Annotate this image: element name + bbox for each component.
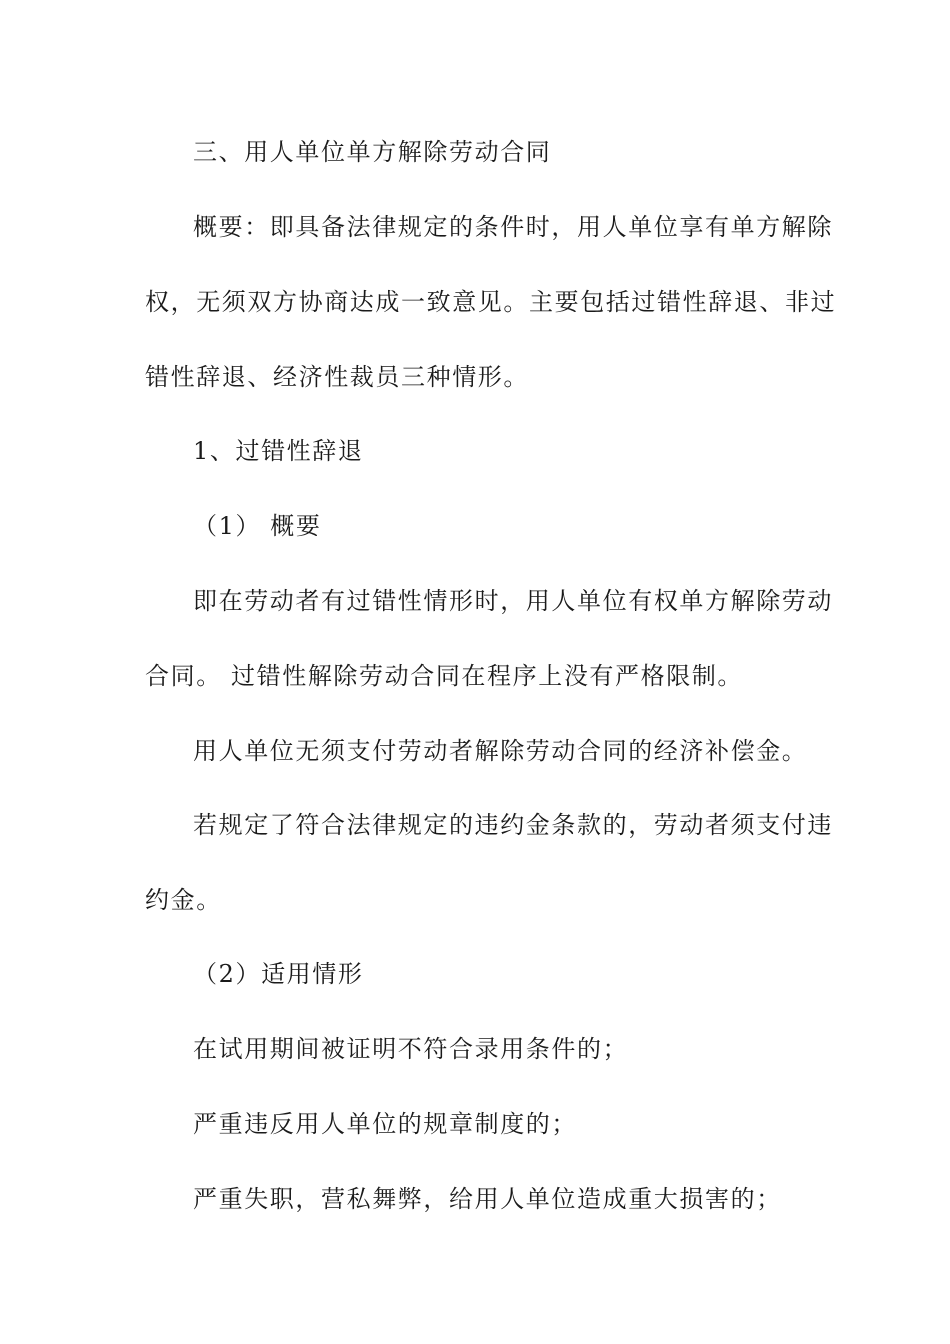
subsection-1-para-3-line-2: 约金。	[145, 886, 222, 914]
subsection-2-title: （2）适用情形	[193, 960, 364, 988]
summary-line-3: 错性辞退、经济性裁员三种情形。	[145, 363, 529, 391]
section-1-title: 1、过错性辞退	[193, 437, 364, 465]
summary-line-1: 概要：即具备法律规定的条件时，用人单位享有单方解除	[193, 213, 833, 241]
subsection-1-para-1-line-1: 即在劳动者有过错性情形时，用人单位有权单方解除劳动	[193, 587, 833, 615]
subsection-1-para-1-line-2: 合同。 过错性解除劳动合同在程序上没有严格限制。	[145, 662, 744, 690]
subsection-1-title: （1） 概要	[193, 512, 322, 540]
section-heading: 三、用人单位单方解除劳动合同	[193, 138, 552, 166]
summary-line-2: 权，无须双方协商达成一致意见。主要包括过错性辞退、非过	[145, 288, 837, 316]
subsection-1-para-2: 用人单位无须支付劳动者解除劳动合同的经济补偿金。	[193, 737, 808, 765]
list-item: 严重违反用人单位的规章制度的；	[193, 1110, 577, 1138]
subsection-1-para-3-line-1: 若规定了符合法律规定的违约金条款的，劳动者须支付违	[193, 811, 833, 839]
list-item: 在试用期间被证明不符合录用条件的；	[193, 1035, 629, 1063]
list-item: 严重失职，营私舞弊，给用人单位造成重大损害的；	[193, 1185, 782, 1213]
